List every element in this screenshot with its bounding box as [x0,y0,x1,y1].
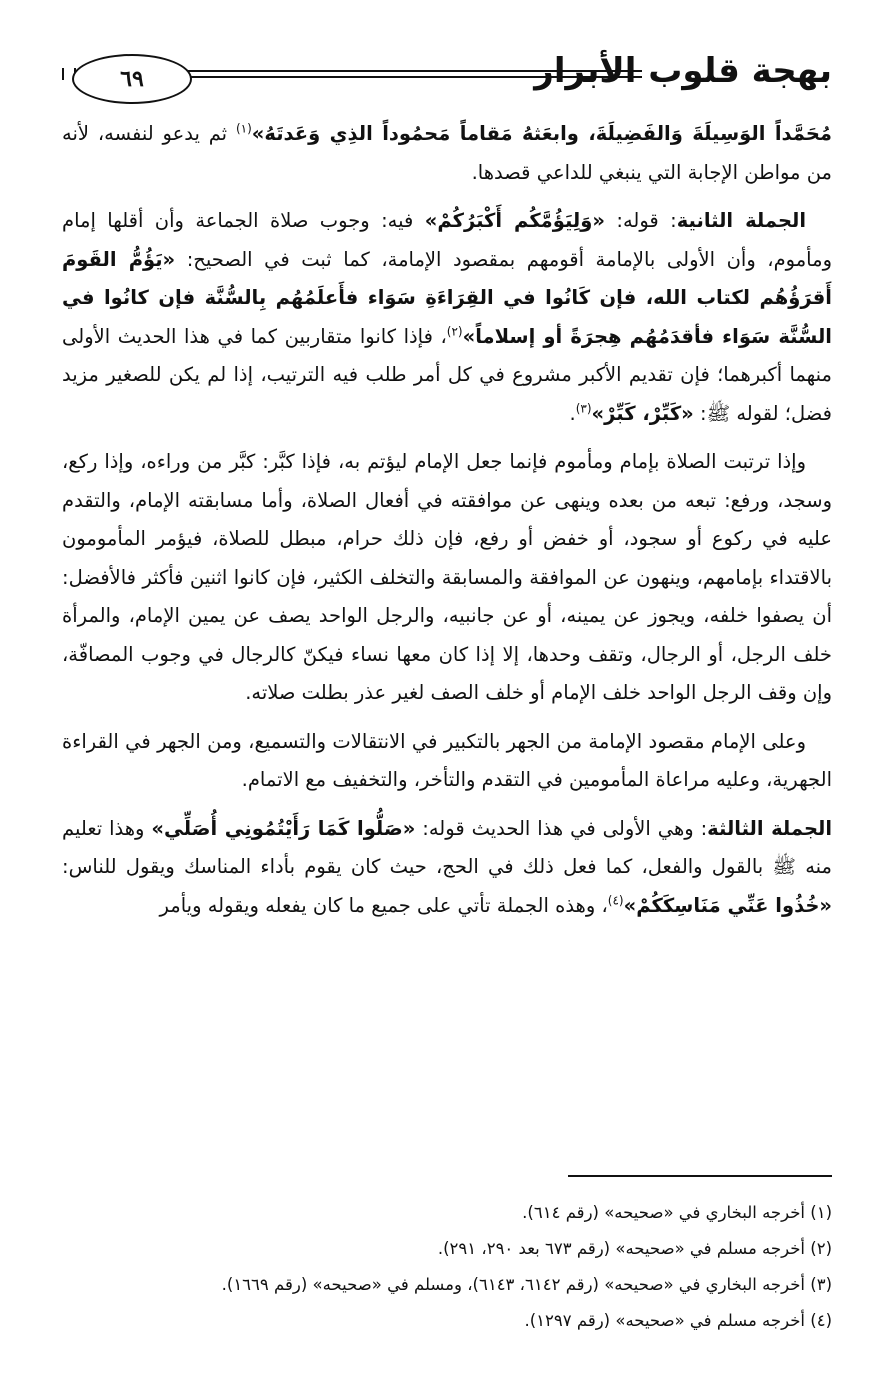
emphasized-text: «خُذُوا عَنِّي مَنَاسِكَكُمْ» [623,893,832,917]
text-run: وإذا ترتبت الصلاة بإمام ومأموم فإنما جعل الإمام ليؤتم به، فإذا كبَّر: كبَّر من وراءه، وإذا ركع، وسجد، ورفع: تبعه من بعده وينهى عن موافقته في أفعال الصلاة، وأما مسابقته الإمام، والتقدم عليه في ركوع أو سجود، أو خفض أو رفع، فإن ذلك حرام، مبطل للصلاة، فيؤمر المأمومون بالاقتداء بإمامهم، وينهون عن الموافقة والمسابقة والتخلف الكثير، فإن كانوا اثنين فأكثر فالأفضل: أن يصفوا خلفه، ويجوز عن يمينه، أو عن جانبيه، والرجل الواحد يصف عن يمين الإمام، والمرأة خلف الرجل، أو الرجال، وتقف وحدها، إلا إذا كان معها نساء فيكنّ كالرجال في وجوب المصافّة، وإن وقف الرجل الواحد خلف الإمام أو خلف الصف لغير عذر بطلت صلاته. [62,450,832,704]
footnote-ref: (٣) [575,401,592,415]
paragraph [62,202,832,433]
footnote-ref: (٢) [446,324,463,338]
book-title: بهجة قلوب الأبرار [534,51,832,91]
page-number: ٦٩ [72,54,192,104]
paragraph [62,723,832,800]
paragraph [62,443,832,713]
paragraph [62,810,832,926]
emphasized-text: الجملة الثالثة [707,816,833,840]
text-run: : وهي الأولى في هذا الحديث قوله: [415,816,708,840]
emphasized-text: مُحَمَّداً الوَسِيلَةَ وَالفَضِيلَةَ، وابعَثهُ مَقاماً مَحمُوداً الذِي وَعَدتَهُ» [251,122,832,145]
emphasized-text: الجملة الثانية [676,209,807,232]
emphasized-text: «كَبِّرْ، كَبِّرْ» [591,401,694,425]
paragraph [62,115,832,192]
text-run: ، وهذه الجملة تأتي على جميع ما كان يفعله ويقوله ويأمر [159,893,608,917]
footnote-ref: (١) [235,121,252,136]
footnotes [62,1195,832,1339]
footnote: (٢) أخرجه مسلم في «صحيحه» (رقم ٦٧٣ بعد ٢٩٠، ٢٩١). [437,1239,832,1258]
text-run: . [569,401,576,425]
emphasized-text: «صَلُّوا كَمَا رَأَيْتُمُونِي أُصَلِّي» [151,816,416,840]
text-run: وهذا تعليم منه ﷺ بالقول والفعل، كما فعل ذلك في الحج، حيث كان يقوم بأداء المناسك ويقول للناس: [62,816,832,878]
footnote-ref: (٤) [607,893,624,907]
text-run: : قوله: [604,209,677,232]
footnote: (٤) أخرجه مسلم في «صحيحه» (رقم ١٢٩٧). [524,1311,832,1330]
page-header [62,40,832,110]
emphasized-text: «يَؤُمُّ القَومَ أَقرَؤُهُم لكتاب الله، فإن كَانُوا في القِرَاءَةِ سَوَاء فأَعلَمُهُم بِالسُّنَّة فإن كانُوا في السُّنَّة سَوَاء فأقدَمُهُم هِجرَةً أو إسلاماً» [62,247,832,348]
text-run: ثم يدعو لنفسه، لأنه من مواطن الإجابة التي ينبغي للداعي قصدها. [62,122,832,184]
text-run: ، فإذا كانوا متقاربين كما في هذا الحديث الأولى منهما أكبرهما؛ فإن تقديم الأكبر مشروع في كل أمر طلب فيه الترتيب، إذا لم يكن للصغير مزيد فضل؛ لقوله ﷺ: [62,324,832,425]
main-text [62,115,832,935]
text-run: فيه: وجوب صلاة الجماعة وأن أقلها إمام ومأموم، وأن الأولى بالإمامة أقومهم بمقصود الإمامة، كما ثبت في الصحيح: [62,209,832,271]
footnote: (٣) أخرجه البخاري في «صحيحه» (رقم ٦١٤٢، ٦١٤٣)، ومسلم في «صحيحه» (رقم ١٦٦٩). [221,1275,832,1294]
footnote: (١) أخرجه البخاري في «صحيحه» (رقم ٦١٤). [522,1203,832,1222]
footnote-separator [568,1175,832,1177]
text-run: وعلى الإمام مقصود الإمامة من الجهر بالتكبير في الانتقالات والتسميع، ومن الجهر في القراءة الجهرية، وعليه مراعاة المأمومين في التقدم والتأخر، والتخفيف مع الاتمام. [62,729,832,791]
emphasized-text: «وَلِيَؤُمَّكُم أَكْبَرُكُمْ» [424,209,605,232]
